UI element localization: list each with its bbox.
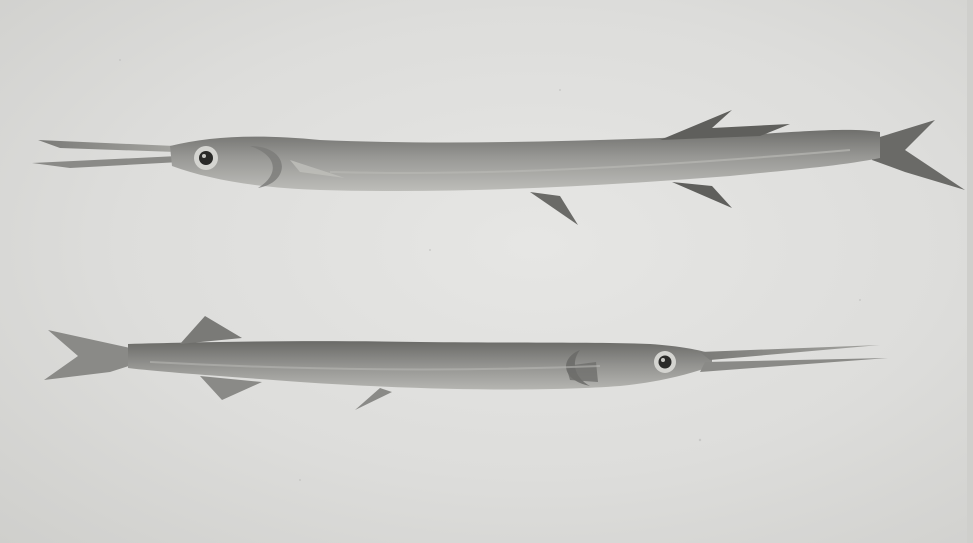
bottom-fish-anal-fin <box>200 376 262 400</box>
top-fish <box>32 110 965 225</box>
bottom-fish <box>44 316 888 410</box>
top-fish-pelvic-fin <box>530 192 578 225</box>
bottom-fish-tail-fin <box>44 330 135 380</box>
top-fish-tail-fin <box>870 120 965 190</box>
top-fish-anal-fin <box>672 182 732 208</box>
bottom-fish-upper-jaw <box>700 345 880 360</box>
bottom-fish-lower-jaw <box>700 358 888 372</box>
scan-edge <box>967 0 973 543</box>
top-fish-upper-jaw <box>38 140 176 152</box>
paper-texture <box>119 59 861 481</box>
bottom-fish-pelvic-fin <box>355 388 392 410</box>
bottom-fish-dorsal-fin <box>180 316 242 344</box>
top-fish-lower-jaw <box>32 156 180 168</box>
bottom-fish-pupil <box>659 356 672 369</box>
top-fish-pupil <box>199 151 213 165</box>
